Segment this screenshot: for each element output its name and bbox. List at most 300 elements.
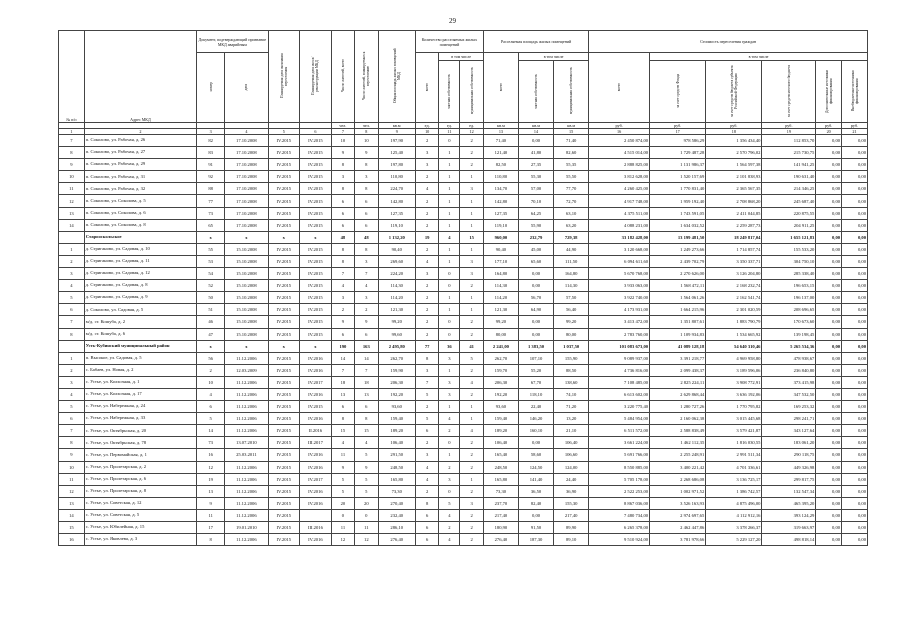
table-cell: 91,50	[518, 522, 553, 534]
table-cell: 0,00	[842, 425, 868, 437]
table-cell: 1 564 597,38	[706, 159, 762, 171]
header-cost-budget: за счет средств бюджета субъекта Российской Федерации	[706, 61, 762, 123]
table-cell: 1	[439, 255, 460, 267]
table-cell: 12	[197, 461, 225, 473]
table-cell: 2	[415, 243, 438, 255]
table-cell: 10	[197, 376, 225, 388]
table-cell: IV.2016	[300, 461, 332, 473]
table-cell: 2 270 626,00	[650, 268, 706, 280]
table-cell: 4	[415, 473, 438, 485]
table-cell: 124,00	[554, 461, 589, 473]
table-cell: 112 853,70	[762, 135, 816, 147]
table-cell: 1 564 061,26	[650, 292, 706, 304]
table-cell: 343 127,64	[762, 425, 816, 437]
table-cell: 89,90	[554, 522, 589, 534]
table-cell: IV.2015	[268, 497, 300, 509]
table-cell: 0	[439, 268, 460, 280]
table-cell: 3 579 421,87	[706, 425, 762, 437]
table-cell: х	[300, 231, 332, 243]
table-cell: 8	[355, 413, 378, 425]
table-cell: 0,00	[842, 280, 868, 292]
table-cell: 2 301 020,59	[706, 304, 762, 316]
table-cell: 9	[197, 497, 225, 509]
table-cell: 56,40	[554, 304, 589, 316]
table-cell: 9 510 924,00	[589, 534, 650, 546]
table-cell: 262,70	[378, 352, 415, 364]
table-cell: 5 484 954,00	[589, 413, 650, 425]
table-cell: 8	[331, 183, 354, 195]
table-cell: 2	[460, 147, 483, 159]
table-cell: 3 391 218,77	[650, 352, 706, 364]
table-cell: 17.10.2008	[225, 207, 268, 219]
table-row	[59, 280, 868, 292]
table-row	[59, 522, 868, 534]
table-cell: 119,10	[483, 219, 518, 231]
table-cell: 0,00	[816, 473, 842, 485]
table-cell: 187,30	[518, 534, 553, 546]
table-cell: 9	[355, 316, 378, 328]
table-cell: 24,40	[554, 473, 589, 485]
table-cell: 51	[197, 304, 225, 316]
table-cell: 2	[460, 159, 483, 171]
table-cell: IV.2015	[300, 147, 332, 159]
table-cell: 4 260 425,00	[589, 183, 650, 195]
table-row	[59, 147, 868, 159]
address-cell: с. Устье, ул. Первомайская, д. 1	[84, 449, 196, 461]
table-cell: 4	[460, 376, 483, 388]
table-row	[59, 207, 868, 219]
table-cell: 2	[415, 207, 438, 219]
table-cell: 3	[415, 268, 438, 280]
table-cell: 2	[59, 255, 85, 267]
table-cell: 127,35	[483, 207, 518, 219]
header-area-municipal: муниципальная собственность	[554, 61, 589, 123]
address-cell: п. Соколово, ул. Соколова, д. 8	[84, 219, 196, 231]
column-index-cell: 10	[415, 129, 438, 135]
table-row	[59, 376, 868, 388]
table-cell: 55	[197, 243, 225, 255]
table-cell: 73	[197, 437, 225, 449]
table-cell: 14	[355, 352, 378, 364]
table-cell: 11	[59, 183, 85, 195]
table-cell: 18	[331, 376, 354, 388]
table-cell: 1 249 273,66	[650, 243, 706, 255]
table-cell: 141 941,25	[762, 159, 816, 171]
table-cell: 0,00	[842, 413, 868, 425]
table-cell: IV.2015	[300, 268, 332, 280]
unit-cell: руб.	[706, 123, 762, 129]
header-area-total: Общая площадь жилых помещений МКД	[378, 31, 415, 123]
table-cell: 111,50	[554, 255, 589, 267]
table-cell: 11.12.2006	[225, 425, 268, 437]
table-cell: 15.10.2008	[225, 304, 268, 316]
column-index-cell: 3	[197, 129, 225, 135]
table-cell: 3	[460, 268, 483, 280]
table-cell: 6	[331, 401, 354, 413]
table-cell: 33 182 428,00	[589, 231, 650, 243]
table-cell: 286,10	[378, 522, 415, 534]
table-cell: 0,00	[816, 340, 842, 352]
table-row	[59, 413, 868, 425]
table-cell: 15.10.2008	[225, 268, 268, 280]
table-cell: 0,00	[842, 497, 868, 509]
table-cell: IV.2015	[268, 255, 300, 267]
table-cell: 0	[439, 485, 460, 497]
table-cell: 63,20	[554, 219, 589, 231]
table-cell: 11	[59, 473, 85, 485]
table-cell: 11.12.2006	[225, 388, 268, 400]
table-cell: 0,00	[842, 159, 868, 171]
header-plan-demolish: Планируемая дата сноса/реконструкции МКД	[300, 31, 332, 123]
column-index-cell: 19	[762, 129, 816, 135]
table-cell: 6	[59, 413, 85, 425]
table-cell: 14	[59, 509, 85, 521]
table-cell: 163	[355, 340, 378, 352]
header-planned-residents: Число жителей, планируемых к переселению	[355, 31, 378, 123]
table-cell: 88	[197, 183, 225, 195]
table-cell: 41 089 128,18	[650, 340, 706, 352]
table-cell: 101 083 673,00	[589, 340, 650, 352]
table-cell: 2	[415, 401, 438, 413]
table-cell: 65	[197, 219, 225, 231]
table-cell: 1 883 790,79	[706, 316, 762, 328]
table-cell: х	[268, 231, 300, 243]
header-cost-fund: за счет средств Фонда	[650, 61, 706, 123]
unit-cell: руб.	[762, 123, 816, 129]
table-cell: 1 743 591,05	[650, 207, 706, 219]
table-cell: 2	[460, 328, 483, 340]
unit-cell: кв.м	[378, 123, 415, 129]
table-cell: 4 515 014,00	[589, 147, 650, 159]
table-cell: 15.10.2008	[225, 243, 268, 255]
table-cell: 7	[355, 268, 378, 280]
table-cell: 196 137,00	[762, 292, 816, 304]
table-cell: 0,00	[842, 219, 868, 231]
table-cell: 1	[439, 159, 460, 171]
table-cell: 57,00	[518, 183, 553, 195]
page-number: 29	[449, 17, 456, 25]
table-cell: 0,00	[816, 352, 842, 364]
table-cell: 82,50	[483, 159, 518, 171]
table-cell: 4 875 496,00	[706, 497, 762, 509]
table-cell: 0	[439, 280, 460, 292]
table-cell: 2	[59, 364, 85, 376]
table-cell: 6	[355, 328, 378, 340]
table-row	[59, 497, 868, 509]
table-cell: 2 588 838,49	[650, 425, 706, 437]
table-cell: 1 655 121,83	[762, 231, 816, 243]
table-row	[59, 328, 868, 340]
table-cell: IV.2015	[268, 147, 300, 159]
table-cell: 1 109 934,83	[650, 328, 706, 340]
table-cell: 55,30	[518, 171, 553, 183]
table-cell: 10	[59, 461, 85, 473]
table-cell: 393 124,29	[762, 509, 816, 521]
table-cell: 1	[59, 352, 85, 364]
table-cell: 17.10.2008	[225, 183, 268, 195]
table-cell: IV.2016	[300, 449, 332, 461]
table-cell: 2 255 248,91	[650, 449, 706, 461]
table-cell: 1	[439, 364, 460, 376]
table-cell: 4 173 931,00	[589, 304, 650, 316]
header-area-relocated: Расселяемая площадь жилых помещений	[483, 31, 588, 53]
table-cell: 960,00	[483, 231, 518, 243]
table-cell: 3 400 221,42	[650, 461, 706, 473]
table-cell: 208 696,65	[762, 304, 816, 316]
table-cell: 1 959 192,40	[650, 195, 706, 207]
table-cell: 7	[59, 316, 85, 328]
table-cell: 67,70	[518, 376, 553, 388]
address-cell: с. Устье, ул. Октябрьская, д. 78	[84, 437, 196, 449]
table-cell: 2	[460, 522, 483, 534]
table-row	[59, 364, 868, 376]
table-cell: 0,00	[518, 135, 553, 147]
table-cell: 0,00	[842, 195, 868, 207]
table-cell: 9	[331, 316, 354, 328]
table-cell: IV.2015	[268, 219, 300, 231]
table-cell: 8	[331, 243, 354, 255]
table-cell: 224,20	[378, 268, 415, 280]
table-cell: 71,40	[483, 135, 518, 147]
table-cell: 55,50	[554, 171, 589, 183]
table-cell: 70,10	[518, 195, 553, 207]
table-cell: 3 661 224,00	[589, 437, 650, 449]
address-cell: д. Стриганово, ул. Садовая, д. 12	[84, 268, 196, 280]
table-cell: 146,20	[518, 413, 553, 425]
table-cell: 3	[415, 159, 438, 171]
unit-cell: руб.	[650, 123, 706, 129]
table-cell: 2	[439, 425, 460, 437]
table-cell: 0,00	[816, 195, 842, 207]
table-cell: 4	[197, 388, 225, 400]
table-cell: 5	[59, 401, 85, 413]
table-cell: 1 534 665,92	[706, 328, 762, 340]
table-cell: 110,80	[483, 171, 518, 183]
table-cell: 155 533,20	[762, 243, 816, 255]
table-cell: 16	[197, 449, 225, 461]
table-cell: 1 664 215,96	[650, 304, 706, 316]
table-cell: 1 002 971,52	[650, 485, 706, 497]
table-cell: 15.10.2008	[225, 255, 268, 267]
table-cell: IV.2015	[268, 292, 300, 304]
table-cell: 77	[415, 340, 438, 352]
table-cell: 4	[439, 509, 460, 521]
table-cell: 6	[355, 401, 378, 413]
table-cell: IV.2015	[268, 413, 300, 425]
table-cell: 2 099 438,37	[650, 364, 706, 376]
table-cell: 2	[460, 364, 483, 376]
header-rooms-total: всего	[415, 53, 438, 123]
table-cell: 220 875,55	[762, 207, 816, 219]
table-cell: 3	[355, 171, 378, 183]
table-cell: 0,00	[816, 207, 842, 219]
table-cell: 15	[355, 425, 378, 437]
table-cell: 11.12.2006	[225, 352, 268, 364]
table-cell: 114,30	[554, 280, 589, 292]
table-cell: 6	[355, 207, 378, 219]
table-cell: IV.2015	[300, 219, 332, 231]
table-cell: 164,80	[483, 268, 518, 280]
address-cell: с. Устье, ул. Набережная, д. 33	[84, 413, 196, 425]
table-row	[59, 183, 868, 195]
table-cell: 114,20	[483, 292, 518, 304]
table-cell: 7	[331, 268, 354, 280]
table-cell: 729,38	[554, 231, 589, 243]
table-cell: 170 673,60	[762, 316, 816, 328]
table-cell: 9	[331, 461, 354, 473]
table-cell: 141,40	[518, 473, 553, 485]
table-cell: 4	[415, 461, 438, 473]
table-cell: 1 770 795,82	[706, 401, 762, 413]
table-cell: 52	[197, 280, 225, 292]
header-doc: Документ, подтверждающий признание МКД аварийным	[197, 31, 268, 53]
header-extra-budget: Дополнительные источники финансирования	[816, 61, 842, 123]
table-cell: 1 729 487,28	[650, 147, 706, 159]
table-cell: 0,00	[816, 449, 842, 461]
table-cell: 13 199 481,50	[650, 231, 706, 243]
table-cell: 3	[439, 388, 460, 400]
table-row	[59, 425, 868, 437]
table-cell: 1	[460, 413, 483, 425]
table-cell: 5 691 766,00	[589, 449, 650, 461]
table-cell: 106,40	[378, 437, 415, 449]
table-cell: 347 532,50	[762, 388, 816, 400]
table-row	[59, 195, 868, 207]
table-cell: 270,40	[378, 497, 415, 509]
table-cell: 92	[197, 171, 225, 183]
table-cell: 2 160 062,38	[650, 413, 706, 425]
table-cell: 7	[59, 425, 85, 437]
table-cell: 121,30	[378, 304, 415, 316]
table-cell: 7	[331, 364, 354, 376]
table-cell: 82,60	[554, 147, 589, 159]
address-cell: п. Соколово, ул. Соколова, д. 5	[84, 195, 196, 207]
table-cell: IV.2015	[300, 135, 332, 147]
table-cell: 46	[197, 316, 225, 328]
table-cell: 106,40	[554, 437, 589, 449]
table-cell: 8	[355, 159, 378, 171]
column-index-cell: 15	[554, 129, 589, 135]
table-cell: 15.10.2008	[225, 328, 268, 340]
table-cell: 478 938,67	[762, 352, 816, 364]
group-total-row	[59, 340, 868, 352]
table-cell: IV.2015	[268, 509, 300, 521]
table-cell: 63,10	[554, 207, 589, 219]
table-cell: 3	[59, 268, 85, 280]
table-cell: 2	[415, 195, 438, 207]
column-index-cell: 6	[300, 129, 332, 135]
table-cell: 160,10	[518, 425, 553, 437]
table-cell: 12	[59, 485, 85, 497]
table-cell: 285 338,40	[762, 268, 816, 280]
table-cell: 77	[197, 195, 225, 207]
table-cell: IV.2015	[268, 159, 300, 171]
table-cell: 0,00	[518, 316, 553, 328]
table-cell: 1	[460, 243, 483, 255]
table-cell: 72,70	[554, 195, 589, 207]
table-cell: 262,70	[483, 352, 518, 364]
table-cell: 0,00	[842, 340, 868, 352]
table-cell: 1 520 157,69	[650, 171, 706, 183]
table-cell: 0,00	[842, 364, 868, 376]
table-cell: 0,00	[518, 328, 553, 340]
table-cell: 64,90	[518, 304, 553, 316]
unit-cell: руб.	[589, 123, 650, 129]
table-cell: 276,40	[378, 534, 415, 546]
column-index-cell: 1	[59, 129, 85, 135]
table-cell: 19	[415, 231, 438, 243]
table-cell: 3 922 740,00	[589, 292, 650, 304]
table-cell	[300, 509, 332, 521]
table-cell: 0,00	[842, 292, 868, 304]
table-cell: 4	[355, 280, 378, 292]
address-cell: п. Соколово, ул. Рабочая, д. 31	[84, 171, 196, 183]
table-cell: 1	[59, 243, 85, 255]
table-cell: IV.2015	[268, 328, 300, 340]
table-cell: 1 568 472,11	[650, 280, 706, 292]
table-cell: 2	[460, 485, 483, 497]
table-cell: 2	[415, 280, 438, 292]
table-cell: 142,80	[378, 195, 415, 207]
table-cell: 1	[460, 195, 483, 207]
table-cell: 93,60	[378, 401, 415, 413]
table-cell: 10	[331, 135, 354, 147]
table-cell: 0,00	[842, 316, 868, 328]
table-cell: 0,00	[816, 183, 842, 195]
table-cell: 0,00	[816, 280, 842, 292]
address-cell: д. Стриганово, ул. Садовая, д. 11	[84, 255, 196, 267]
table-cell: 13	[59, 497, 85, 509]
table-cell: 56,70	[518, 292, 553, 304]
table-cell: 0,00	[842, 243, 868, 255]
table-cell: 12	[59, 195, 85, 207]
table-cell: 1 634 032,52	[650, 219, 706, 231]
table-cell: 13	[331, 388, 354, 400]
table-cell: 48	[331, 231, 354, 243]
table-cell: IV.2016	[300, 485, 332, 497]
table-cell: 0,00	[816, 485, 842, 497]
table-cell: 11	[331, 522, 354, 534]
table-cell: 2 268 686,08	[650, 473, 706, 485]
table-cell: 1	[439, 195, 460, 207]
table-cell: 88,50	[554, 364, 589, 376]
table-cell: 45,00	[518, 243, 553, 255]
table-cell: IV.2015	[268, 171, 300, 183]
table-cell: 13	[59, 207, 85, 219]
table-cell: 11	[197, 509, 225, 521]
table-cell: 1	[439, 243, 460, 255]
table-cell: 12.03.2009	[225, 364, 268, 376]
header-rooms-municipal: муниципальная собственность	[460, 61, 483, 123]
table-cell: 71,20	[554, 401, 589, 413]
table-row	[59, 292, 868, 304]
table-cell: IV.2015	[300, 183, 332, 195]
table-cell: 53	[197, 255, 225, 267]
table-cell: 0,00	[842, 401, 868, 413]
table-cell: 3 526 163,93	[650, 497, 706, 509]
table-cell: 91	[197, 159, 225, 171]
table-cell: 0,00	[518, 437, 553, 449]
table-cell: 19.01.2010	[225, 522, 268, 534]
table-cell: 0,00	[816, 328, 842, 340]
table-cell: IV.2016	[300, 534, 332, 546]
header-plan-date: Планируемая дата окончания переселения	[268, 31, 300, 123]
table-cell: IV.2015	[268, 388, 300, 400]
table-cell: 5	[331, 485, 354, 497]
table-cell: 8	[331, 159, 354, 171]
table-cell: 0,00	[816, 534, 842, 546]
table-row	[59, 449, 868, 461]
